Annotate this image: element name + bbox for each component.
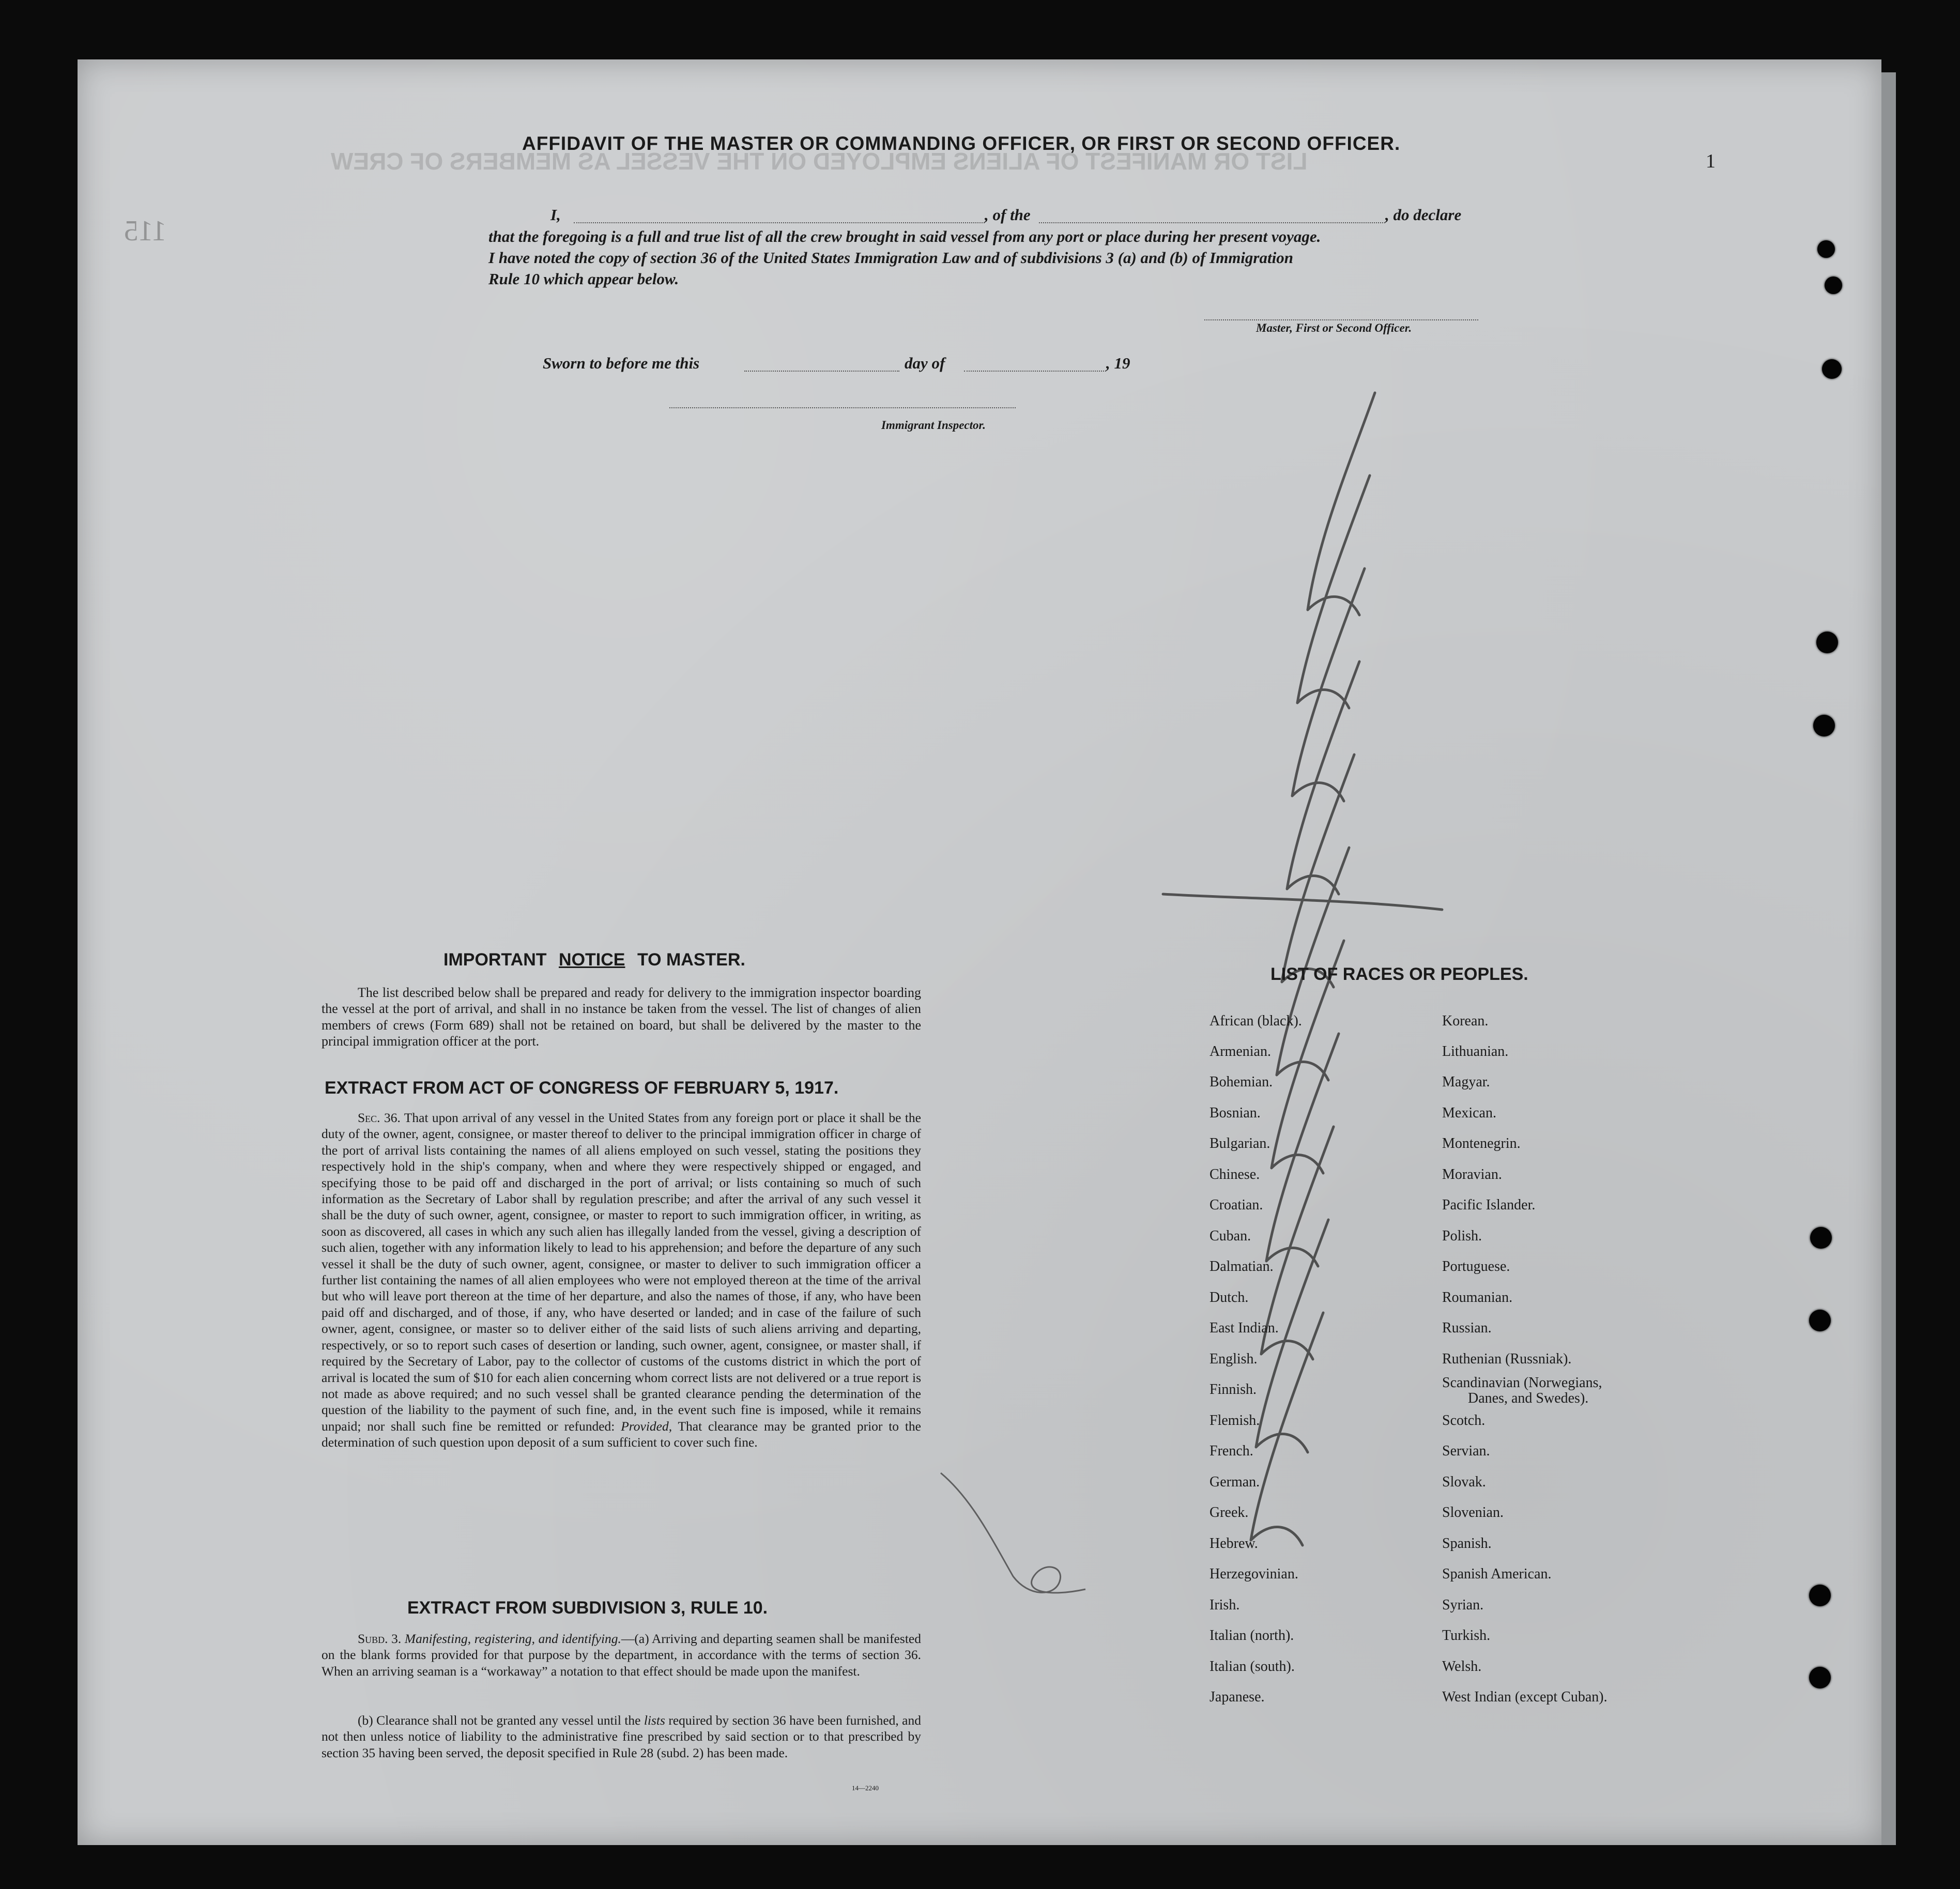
race-left-item: Cuban. — [1209, 1228, 1251, 1244]
punch-hole — [1825, 277, 1842, 294]
bleed-through-heading: LIST OR MANIFEST OF ALIENS EMPLOYED ON THE VESSEL AS MEMBERS OF CREW — [331, 148, 1308, 175]
race-left-item: Flemish. — [1209, 1412, 1260, 1429]
rule-para-a — [321, 1631, 921, 1679]
day-of-label: day of — [905, 354, 945, 372]
race-right-item: Welsh. — [1442, 1658, 1482, 1675]
race-right-item: Ruthenian (Russniak). — [1442, 1351, 1572, 1367]
race-left-item: Herzegovinian. — [1209, 1566, 1298, 1582]
sworn-month-blank[interactable] — [964, 371, 1106, 372]
affidavit-name-blank[interactable] — [574, 222, 985, 223]
races-heading: LIST OF RACES OR PEOPLES. — [1270, 964, 1528, 984]
race-left-item: Croatian. — [1209, 1197, 1263, 1213]
affidavit-declaration-line: that the foregoing is a full and true list of all the crew brought in said vessel from any port or place during her present voyage. — [488, 227, 1321, 245]
sworn-day-blank[interactable] — [744, 371, 899, 372]
race-right-item: Korean. — [1442, 1013, 1489, 1029]
race-left-item: East Indian. — [1209, 1320, 1279, 1336]
rule-subd-label: Subd. 3. — [358, 1631, 402, 1646]
affidavit-i-label: I, — [550, 206, 561, 224]
punch-hole — [1813, 715, 1835, 736]
rule-para-b-lists: lists — [644, 1713, 665, 1728]
notice-heading-underlined: NOTICE — [559, 950, 625, 970]
race-right-item: Magyar. — [1442, 1074, 1490, 1090]
race-right-item: Scotch. — [1442, 1412, 1486, 1429]
race-right-item: Spanish American. — [1442, 1566, 1552, 1582]
signature-caption: Master, First or Second Officer. — [1256, 321, 1412, 334]
inspector-signature-line[interactable] — [669, 407, 1016, 408]
year-label: , 19 — [1106, 354, 1130, 372]
affidavit-vessel-blank[interactable] — [1039, 222, 1385, 223]
act-extract-heading: EXTRACT FROM ACT OF CONGRESS OF FEBRUARY 5, 1917. — [325, 1078, 839, 1098]
race-right-item: Portuguese. — [1442, 1258, 1510, 1274]
punch-hole — [1810, 1227, 1832, 1249]
race-right-item: Slovak. — [1442, 1474, 1486, 1490]
affidavit-declaration-line: I have noted the copy of section 36 of the United States Immigration Law and of subdivisions 3 (a) and (b) of Immigration — [488, 249, 1293, 267]
race-left-item: Dutch. — [1209, 1289, 1249, 1306]
race-left-item: Bulgarian. — [1209, 1135, 1270, 1151]
race-left-item: Greek. — [1209, 1504, 1249, 1521]
act-section-label: Sec. 36. — [358, 1110, 401, 1125]
notice-heading-prefix: IMPORTANT — [443, 950, 547, 970]
race-left-item: Hebrew. — [1209, 1535, 1258, 1552]
act-extract-text — [321, 1110, 921, 1451]
race-right-item: Servian. — [1442, 1443, 1490, 1459]
race-right-item-continued: Danes, and Swedes). — [1468, 1390, 1589, 1406]
adjacent-page-edge — [1881, 72, 1896, 1845]
affidavit-of-the-label: , of the — [985, 206, 1031, 224]
race-left-item: African (black). — [1209, 1013, 1302, 1029]
sworn-label: Sworn to before me this — [543, 354, 700, 372]
race-right-item: West Indian (except Cuban). — [1442, 1689, 1607, 1705]
margin-page-number: 1 — [1706, 150, 1716, 172]
rule-para-b — [321, 1712, 921, 1761]
signature-line[interactable] — [1204, 319, 1478, 320]
race-left-item: Bohemian. — [1209, 1074, 1273, 1090]
race-right-item: Lithuanian. — [1442, 1043, 1509, 1059]
race-right-item: Scandinavian (Norwegians, — [1442, 1375, 1602, 1391]
race-left-item: German. — [1209, 1474, 1260, 1490]
notice-heading-suffix: TO MASTER. — [637, 950, 745, 970]
pen-loop-mark — [930, 1468, 1096, 1602]
form-number: 14—2240 — [852, 1784, 879, 1792]
rule-para-b-rest: required by section 36 have been furnished, and not then unless notice of liability to the administrative fine prescribed by said section or to that prescribed by section 35 having been served, the deposit specified in Rule 28 (subd. 2) has been made. — [321, 1713, 922, 1760]
race-right-item: Spanish. — [1442, 1535, 1492, 1552]
race-left-item: French. — [1209, 1443, 1253, 1459]
race-right-item: Turkish. — [1442, 1627, 1491, 1644]
margin-left-number: 115 — [124, 215, 166, 247]
race-left-item: Italian (north). — [1209, 1627, 1294, 1644]
affidavit-title: AFFIDAVIT OF THE MASTER OR COMMANDING OFFICER, OR FIRST OR SECOND OFFICER. — [522, 133, 1401, 154]
notice-text: The list described below shall be prepared and ready for delivery to the immigration inspector boarding the vessel at the port of arrival, and shall in no instance be taken from the vessel. The list of changes of alien members of crews (Form 689) shall not be retained on board, but shall be delivered by the master to the principal immigration officer at the port. — [321, 985, 921, 1049]
race-right-item: Russian. — [1442, 1320, 1492, 1336]
race-right-item: Montenegrin. — [1442, 1135, 1521, 1151]
race-left-item: Irish. — [1209, 1597, 1240, 1613]
race-right-item: Syrian. — [1442, 1597, 1484, 1613]
act-provided-word: Provided, — [621, 1418, 672, 1434]
race-left-item: Armenian. — [1209, 1043, 1271, 1059]
race-right-item: Slovenian. — [1442, 1504, 1504, 1521]
rule-subd-title: Manifesting, registering, and identifying. — [404, 1631, 621, 1646]
race-right-item: Roumanian. — [1442, 1289, 1513, 1306]
punch-hole — [1809, 1585, 1831, 1606]
notice-heading — [443, 950, 745, 970]
rule-para-b-lead: (b) Clearance shall not be granted any vessel until the — [358, 1713, 641, 1728]
race-left-item: Bosnian. — [1209, 1105, 1261, 1121]
race-right-item: Moravian. — [1442, 1166, 1502, 1182]
race-left-item: Chinese. — [1209, 1166, 1260, 1182]
race-left-item: Japanese. — [1209, 1689, 1265, 1705]
affidavit-do-declare-label: , do declare — [1385, 206, 1462, 224]
race-right-item: Polish. — [1442, 1228, 1482, 1244]
race-right-item: Mexican. — [1442, 1105, 1496, 1121]
inspector-caption: Immigrant Inspector. — [881, 419, 986, 432]
act-section-text-after: That clearance may be granted prior to the determination of such question upon deposit of a sum sufficient to cover such fine. — [321, 1418, 921, 1450]
race-right-item: Pacific Islander. — [1442, 1197, 1536, 1213]
punch-hole — [1809, 1667, 1831, 1688]
race-left-item: Dalmatian. — [1209, 1258, 1274, 1274]
punch-hole — [1809, 1310, 1831, 1331]
race-left-item: Italian (south). — [1209, 1658, 1295, 1675]
rule-para-a-text: —(a) Arriving and departing seamen shall be manifested on the blank forms provided for that purpose by the department, in accordance with the terms of section 36. When an arriving seaman is a “workaway” a notation to that effect should be made upon the manifest. — [321, 1631, 921, 1679]
punch-hole — [1822, 359, 1842, 379]
punch-hole — [1816, 632, 1838, 653]
race-left-item: Finnish. — [1209, 1381, 1257, 1397]
rule-extract-heading: EXTRACT FROM SUBDIVISION 3, RULE 10. — [407, 1598, 768, 1618]
race-left-item: English. — [1209, 1351, 1258, 1367]
punch-hole — [1817, 240, 1835, 258]
affidavit-declaration-line: Rule 10 which appear below. — [488, 270, 679, 288]
act-section-text: That upon arrival of any vessel in the United States from any foreign port or place it shall be the duty of the owner, agent, consignee, or master thereof to deliver to the principal immigration officer in charge of the port of arrival lists containing the names of all aliens employed on such vessel, stating the positions they respectively hold in the ship's company, when and where they were respectively shipped or engaged, and specifying those to be paid off and discharged in the port of arrival; or lists containing so much of such information as the Secretary of Labor shall by regulation prescribe; and after the arrival of any such vessel it shall be the duty of such owner, agent, consignee, or master to report to such immigration officer, in writing, as soon as discovered, all cases in which any such alien has illegally landed from the vessel, giving a description of such alien, together with any information likely to lead to his apprehension; and before the departure of any such vessel it shall be the duty of such owner, agent, consignee, or master to deliver to such immigration officer a further list containing the names of all alien employees who were not employed thereon at the time of the arrival but who will leave port thereon at the time of her departure, and also the names of those, if any, who have been paid off and discharged, and of those, if any, who have deserted or landed; and in case of the failure of such owner, agent, consignee, or master so to deliver either of the said lists of such aliens arriving and departing, respectively, or so to report such cases of desertion or landing, such owner, agent, consignee, or master shall, if required by the Secretary of Labor, pay to the collector of customs of the customs district in which the port of arrival is located the sum of $10 for each alien concerning whom correct lists are not delivered or a true report is not made as above required; and no such vessel shall be granted clearance pending the determination of the question of the liability to the payment of such fine, and, in the event such fine is imposed, while it remains unpaid; nor shall such fine be remitted or refunded: — [321, 1110, 922, 1434]
